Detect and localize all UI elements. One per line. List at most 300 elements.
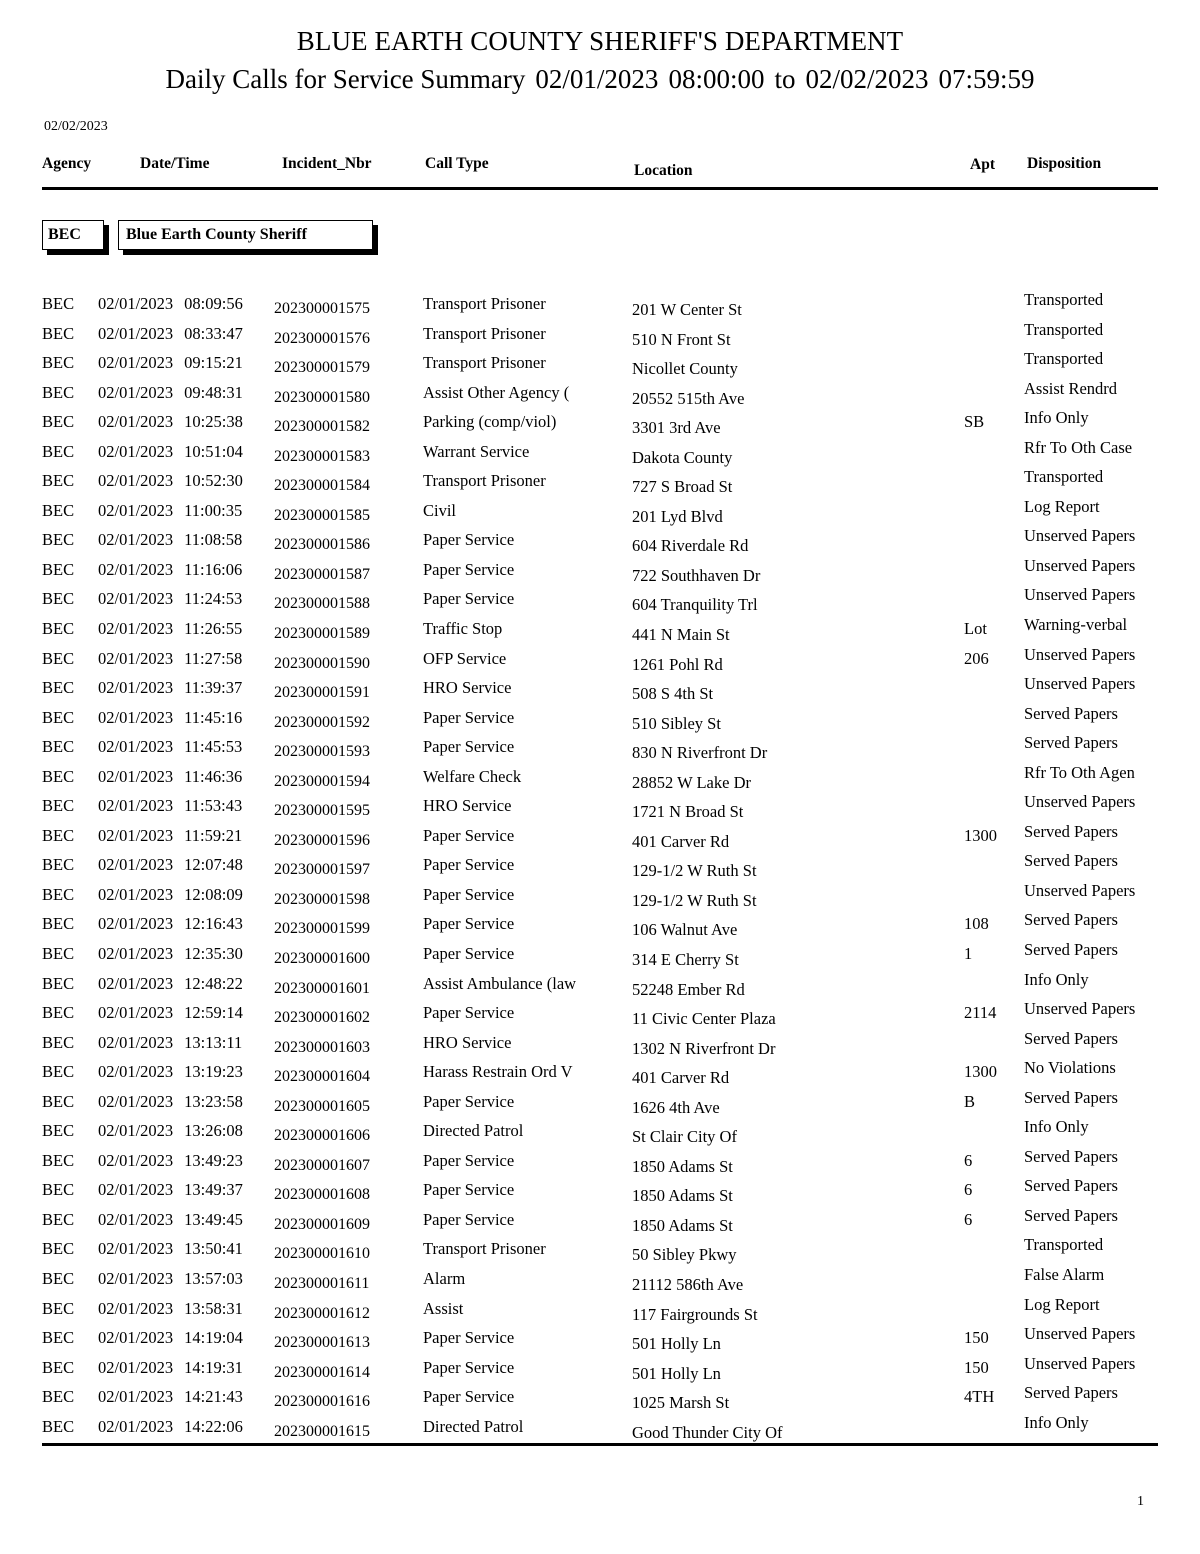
cell-disposition: Served Papers — [1024, 1383, 1118, 1403]
cell-location: 11 Civic Center Plaza — [632, 1009, 776, 1029]
cell-time: 11:24:53 — [184, 589, 243, 609]
cell-time: 13:57:03 — [184, 1269, 243, 1288]
cell-incident-nbr: 202300001597 — [274, 861, 370, 879]
cell-disposition: Unserved Papers — [1024, 674, 1136, 694]
table-row — [42, 643, 1158, 673]
cell-agency: BEC — [42, 530, 75, 550]
page-title: BLUE EARTH COUNTY SHERIFF'S DEPARTMENT — [296, 26, 904, 56]
cell-date: 02/01/2023 — [98, 766, 174, 786]
cell-date: 02/01/2023 — [98, 471, 174, 491]
cell-disposition: Unserved Papers — [1024, 999, 1136, 1019]
cell-disposition: Unserved Papers — [1024, 792, 1136, 812]
cell-agency: BEC — [42, 766, 75, 786]
cell-call-type: Assist — [423, 1298, 464, 1318]
range-end-time: 07:59:59 — [938, 63, 1035, 94]
cell-location: 501 Holly Ln — [632, 1363, 721, 1383]
cell-date: 02/01/2023 — [98, 1239, 174, 1259]
table-row — [42, 1263, 1158, 1293]
cell-agency: BEC — [42, 589, 75, 609]
cell-datetime — [98, 1299, 243, 1319]
cell-agency: BEC — [42, 353, 75, 373]
run-date: 02/02/2023 — [44, 118, 108, 134]
cell-disposition: Transported — [1024, 1235, 1104, 1255]
cell-location: 1850 Adams St — [632, 1156, 733, 1176]
cell-incident-nbr: 202300001603 — [274, 1038, 370, 1056]
cell-call-type: Paper Service — [423, 1150, 515, 1170]
cell-disposition: Served Papers — [1024, 1176, 1118, 1196]
cell-date: 02/01/2023 — [98, 323, 174, 343]
table-row — [42, 1381, 1158, 1411]
cell-location: 401 Carver Rd — [632, 831, 730, 851]
cell-time: 08:09:56 — [184, 293, 243, 313]
cell-apt: 1 — [964, 943, 973, 963]
column-header-agency: Agency — [42, 154, 92, 172]
cell-time: 14:19:04 — [184, 1328, 243, 1348]
cell-datetime — [98, 1003, 243, 1023]
cell-call-type: Paper Service — [423, 1003, 515, 1023]
cell-date: 02/01/2023 — [98, 500, 174, 520]
cell-time: 12:35:30 — [184, 943, 243, 963]
cell-datetime — [98, 1151, 243, 1171]
range-connector: to — [774, 63, 796, 94]
cell-incident-nbr: 202300001582 — [274, 418, 370, 436]
cell-agency: BEC — [42, 884, 75, 904]
cell-location: 508 S 4th St — [632, 684, 714, 704]
table-row — [42, 1322, 1158, 1352]
cell-time: 10:25:38 — [184, 412, 243, 432]
cell-location: 604 Riverdale Rd — [632, 536, 749, 556]
cell-call-type: Transport Prisoner — [423, 1239, 546, 1259]
cell-date: 02/01/2023 — [98, 1387, 174, 1407]
cell-location: 1850 Adams St — [632, 1186, 733, 1206]
cell-disposition: Unserved Papers — [1024, 555, 1136, 575]
cell-call-type: Paper Service — [423, 1180, 515, 1200]
cell-disposition: Served Papers — [1024, 821, 1118, 841]
cell-location: 50 Sibley Pkwy — [632, 1245, 737, 1265]
cell-location: 1850 Adams St — [632, 1215, 733, 1235]
cell-datetime — [98, 826, 242, 846]
cell-location: Dakota County — [632, 447, 733, 467]
cell-apt: 1300 — [964, 825, 997, 845]
cell-disposition: Log Report — [1024, 496, 1100, 516]
cell-incident-nbr: 202300001605 — [274, 1097, 370, 1115]
table-row — [42, 1086, 1158, 1116]
table-row — [42, 849, 1158, 879]
cell-datetime — [98, 471, 243, 491]
cell-datetime — [98, 353, 243, 373]
cell-location: 129-1/2 W Ruth St — [632, 890, 757, 910]
cell-disposition: Info Only — [1024, 1412, 1089, 1432]
cell-agency: BEC — [42, 678, 75, 698]
column-header-location: Location — [634, 161, 693, 179]
cell-call-type: HRO Service — [423, 678, 512, 698]
cell-datetime — [98, 974, 243, 994]
cell-date: 02/01/2023 — [98, 737, 174, 757]
cell-location: 1626 4th Ave — [632, 1097, 720, 1117]
page-number: 1 — [1137, 1494, 1144, 1509]
cell-call-type: Traffic Stop — [423, 618, 503, 638]
cell-location: 1302 N Riverfront Dr — [632, 1038, 776, 1058]
table-row — [42, 790, 1158, 820]
cell-location: 401 Carver Rd — [632, 1068, 730, 1088]
cell-incident-nbr: 202300001609 — [274, 1215, 370, 1233]
cell-time: 12:08:09 — [184, 884, 243, 904]
title-block — [42, 0, 1158, 97]
cell-incident-nbr: 202300001610 — [274, 1245, 370, 1263]
cell-location: 201 Lyd Blvd — [632, 506, 723, 526]
cell-datetime — [98, 767, 242, 787]
cell-call-type: Paper Service — [423, 1328, 515, 1348]
cell-disposition: No Violations — [1024, 1058, 1116, 1078]
cell-apt: 206 — [964, 648, 989, 668]
cell-date: 02/01/2023 — [98, 707, 174, 727]
cell-call-type: Paper Service — [423, 825, 515, 845]
cell-location: 1025 Marsh St — [632, 1393, 730, 1413]
cell-disposition: Served Papers — [1024, 1087, 1118, 1107]
cell-date: 02/01/2023 — [98, 1150, 174, 1170]
cell-time: 13:49:37 — [184, 1180, 243, 1200]
cell-disposition: Transported — [1024, 289, 1104, 309]
cell-date: 02/01/2023 — [98, 1209, 174, 1229]
cell-date: 02/01/2023 — [98, 559, 174, 579]
table-row — [42, 347, 1158, 377]
cell-call-type: Assist Ambulance (law — [423, 973, 577, 993]
cell-datetime — [98, 649, 242, 669]
cell-call-type: Transport Prisoner — [423, 293, 546, 313]
cell-call-type: Transport Prisoner — [423, 323, 546, 343]
cell-agency: BEC — [42, 293, 75, 313]
cell-time: 13:13:11 — [184, 1032, 243, 1052]
cell-date: 02/01/2023 — [98, 1269, 174, 1288]
cell-time: 11:27:58 — [184, 648, 243, 668]
cell-agency: BEC — [42, 943, 75, 963]
table-row — [42, 288, 1158, 318]
cell-location: 510 N Front St — [632, 329, 731, 349]
table-row — [42, 495, 1158, 525]
cell-location: 830 N Riverfront Dr — [632, 743, 768, 763]
cell-time: 09:15:21 — [184, 353, 243, 373]
cell-datetime — [98, 560, 242, 580]
cell-incident-nbr: 202300001598 — [274, 890, 370, 908]
cell-agency: BEC — [42, 441, 75, 461]
cell-datetime — [98, 1033, 242, 1053]
cell-location: 314 E Cherry St — [632, 949, 739, 969]
column-header-datetime: Date/Time — [140, 154, 210, 172]
cell-time: 10:52:30 — [184, 471, 243, 491]
cell-location: 28852 W Lake Dr — [632, 772, 751, 792]
cell-incident-nbr: 202300001590 — [274, 654, 370, 672]
cell-date: 02/01/2023 — [98, 943, 174, 963]
cell-call-type: Transport Prisoner — [423, 353, 546, 373]
cell-apt: Lot — [964, 618, 987, 638]
cell-disposition: Unserved Papers — [1024, 526, 1136, 546]
cell-incident-nbr: 202300001606 — [274, 1127, 370, 1145]
cell-agency: BEC — [42, 1328, 75, 1348]
table-row — [42, 820, 1158, 850]
cell-time: 09:48:31 — [184, 382, 243, 402]
cell-date: 02/01/2023 — [98, 1416, 174, 1436]
cell-incident-nbr: 202300001612 — [274, 1304, 370, 1322]
cell-disposition: Unserved Papers — [1024, 1353, 1136, 1373]
cell-datetime — [98, 1062, 243, 1082]
cell-time: 11:45:53 — [184, 737, 243, 757]
column-header-row — [42, 149, 1158, 189]
agency-group-header — [42, 220, 1158, 274]
table-row — [42, 1411, 1158, 1441]
cell-date: 02/01/2023 — [98, 293, 174, 313]
cell-datetime — [98, 1180, 243, 1200]
cell-datetime — [98, 1328, 243, 1348]
cell-disposition: Rfr To Oth Case — [1024, 437, 1133, 457]
cell-location: 20552 515th Ave — [632, 388, 745, 408]
table-row — [42, 1056, 1158, 1086]
cell-incident-nbr: 202300001599 — [274, 920, 370, 938]
cell-call-type: Paper Service — [423, 559, 515, 579]
cell-agency: BEC — [42, 323, 75, 343]
cell-disposition: Transported — [1024, 319, 1104, 339]
table-row — [42, 436, 1158, 466]
table-row — [42, 583, 1158, 613]
cell-incident-nbr: 202300001607 — [274, 1156, 370, 1174]
cell-location: Good Thunder City Of — [632, 1422, 783, 1442]
table-row — [42, 1174, 1158, 1204]
cell-date: 02/01/2023 — [98, 1003, 174, 1023]
column-header-apt: Apt — [970, 155, 995, 173]
cell-incident-nbr: 202300001608 — [274, 1186, 370, 1204]
table-row — [42, 613, 1158, 643]
cell-time: 11:16:06 — [184, 559, 243, 579]
cell-date: 02/01/2023 — [98, 648, 174, 668]
cell-date: 02/01/2023 — [98, 1062, 174, 1082]
table-row — [42, 554, 1158, 584]
cell-call-type: Directed Patrol — [423, 1416, 524, 1436]
range-start-time: 08:00:00 — [668, 63, 765, 94]
cell-datetime — [98, 501, 242, 521]
column-header-disposition: Disposition — [1027, 154, 1102, 172]
table-row — [42, 879, 1158, 909]
cell-datetime — [98, 737, 242, 757]
cell-date: 02/01/2023 — [98, 1357, 174, 1377]
cell-agency: BEC — [42, 648, 75, 668]
cell-apt: 4TH — [964, 1387, 995, 1407]
cell-time: 13:58:31 — [184, 1298, 243, 1318]
cell-incident-nbr: 202300001601 — [274, 979, 370, 997]
cell-datetime — [98, 1210, 243, 1230]
cell-date: 02/01/2023 — [98, 1328, 174, 1348]
cell-incident-nbr: 202300001595 — [274, 802, 370, 820]
cell-time: 13:49:23 — [184, 1150, 243, 1170]
cell-call-type: Paper Service — [423, 1091, 515, 1111]
cell-agency: BEC — [42, 1121, 75, 1141]
cell-date: 02/01/2023 — [98, 678, 174, 698]
cell-incident-nbr: 202300001600 — [274, 949, 370, 967]
cell-disposition: Unserved Papers — [1024, 585, 1136, 605]
cell-disposition: Info Only — [1024, 1117, 1089, 1137]
cell-call-type: Harass Restrain Ord V — [423, 1062, 573, 1082]
table-row — [42, 1293, 1158, 1323]
cell-time: 12:16:43 — [184, 914, 243, 934]
cell-disposition: Assist Rendrd — [1024, 378, 1118, 398]
cell-datetime — [98, 1239, 243, 1259]
cell-call-type: HRO Service — [423, 796, 512, 816]
cell-call-type: Paper Service — [423, 737, 515, 757]
cell-agency: BEC — [42, 1239, 75, 1259]
cell-incident-nbr: 202300001594 — [274, 772, 370, 790]
cell-time: 11:53:43 — [184, 796, 243, 816]
cell-datetime — [98, 294, 243, 314]
cell-date: 02/01/2023 — [98, 1091, 174, 1111]
cell-incident-nbr: 202300001587 — [274, 565, 370, 583]
cell-disposition: Unserved Papers — [1024, 644, 1136, 664]
cell-call-type: Paper Service — [423, 1209, 515, 1229]
cell-location: St Clair City Of — [632, 1127, 737, 1147]
agency-code-label: BEC — [48, 225, 81, 243]
agency-code-box — [42, 220, 104, 250]
cell-disposition: Served Papers — [1024, 733, 1118, 753]
cell-incident-nbr: 202300001580 — [274, 388, 370, 406]
cell-agency: BEC — [42, 973, 75, 993]
cell-datetime — [98, 530, 242, 550]
cell-agency: BEC — [42, 1003, 75, 1023]
table-row — [42, 1352, 1158, 1382]
cell-date: 02/01/2023 — [98, 855, 174, 875]
cell-disposition: Served Papers — [1024, 1146, 1118, 1166]
cell-time: 13:50:41 — [184, 1239, 243, 1259]
cell-datetime — [98, 944, 243, 964]
cell-agency: BEC — [42, 737, 75, 757]
cell-date: 02/01/2023 — [98, 1121, 174, 1141]
cell-call-type: Civil — [423, 500, 457, 520]
table-row — [42, 1204, 1158, 1234]
table-row — [42, 377, 1158, 407]
table-row — [42, 524, 1158, 554]
cell-disposition: Served Papers — [1024, 1205, 1118, 1225]
cell-location: 1261 Pohl Rd — [632, 654, 723, 674]
subtitle-prefix: Daily Calls for Service Summary — [165, 63, 526, 94]
cell-location: Nicollet County — [632, 359, 738, 379]
cell-incident-nbr: 202300001588 — [274, 595, 370, 613]
cell-time: 11:39:37 — [184, 678, 243, 698]
footer-rule — [42, 1443, 1158, 1446]
cell-agency: BEC — [42, 1032, 75, 1052]
table-row — [42, 672, 1158, 702]
cell-call-type: Paper Service — [423, 855, 515, 875]
cell-time: 12:07:48 — [184, 855, 243, 875]
cell-call-type: Warrant Service — [423, 441, 530, 461]
table-row — [42, 997, 1158, 1027]
cell-time: 12:48:22 — [184, 973, 243, 993]
cell-disposition: Log Report — [1024, 1294, 1100, 1314]
cell-time: 13:49:45 — [184, 1209, 243, 1229]
agency-name-box — [118, 220, 373, 250]
cell-disposition: Transported — [1024, 349, 1104, 369]
cell-call-type: Assist Other Agency ( — [423, 382, 570, 402]
cell-date: 02/01/2023 — [98, 973, 174, 993]
cell-call-type: Alarm — [423, 1269, 466, 1288]
cell-apt: B — [964, 1091, 976, 1111]
table-row — [42, 1233, 1158, 1263]
cell-location: 3301 3rd Ave — [632, 418, 721, 438]
cell-time: 08:33:47 — [184, 323, 243, 343]
cell-incident-nbr: 202300001616 — [274, 1393, 370, 1411]
cell-time: 13:23:58 — [184, 1091, 243, 1111]
cell-disposition: Warning-verbal — [1024, 614, 1128, 634]
cell-incident-nbr: 202300001589 — [274, 624, 370, 642]
table-row — [42, 1145, 1158, 1175]
cell-date: 02/01/2023 — [98, 796, 174, 816]
cell-incident-nbr: 202300001586 — [274, 536, 370, 554]
cell-disposition: False Alarm — [1024, 1265, 1105, 1284]
cell-time: 13:19:23 — [184, 1062, 243, 1082]
cell-incident-nbr: 202300001593 — [274, 743, 370, 761]
cell-agency: BEC — [42, 825, 75, 845]
cell-disposition: Served Papers — [1024, 851, 1118, 871]
cell-date: 02/01/2023 — [98, 1032, 174, 1052]
table-row — [42, 465, 1158, 495]
cell-time: 13:26:08 — [184, 1121, 243, 1141]
cell-call-type: HRO Service — [423, 1032, 512, 1052]
cell-agency: BEC — [42, 855, 75, 875]
cell-datetime — [98, 1121, 243, 1141]
cell-datetime — [98, 1358, 243, 1378]
cell-apt: 6 — [964, 1150, 973, 1170]
table-row — [42, 731, 1158, 761]
cell-datetime — [98, 412, 243, 432]
cell-date: 02/01/2023 — [98, 884, 174, 904]
cell-agency: BEC — [42, 1357, 75, 1377]
cell-date: 02/01/2023 — [98, 825, 174, 845]
cell-disposition: Served Papers — [1024, 910, 1118, 930]
cell-agency: BEC — [42, 1062, 75, 1082]
cell-date: 02/01/2023 — [98, 353, 174, 373]
cell-call-type: Paper Service — [423, 943, 515, 963]
cell-datetime — [98, 855, 243, 875]
cell-agency: BEC — [42, 1298, 75, 1318]
cell-incident-nbr: 202300001575 — [274, 299, 370, 317]
cell-agency: BEC — [42, 1209, 75, 1229]
cell-call-type: Parking (comp/viol) — [423, 412, 557, 432]
cell-date: 02/01/2023 — [98, 589, 174, 609]
cell-disposition: Rfr To Oth Agen — [1024, 762, 1135, 782]
cell-incident-nbr: 202300001592 — [274, 713, 370, 731]
cell-call-type: Paper Service — [423, 884, 515, 904]
cell-call-type: OFP Service — [423, 648, 507, 668]
cell-disposition: Info Only — [1024, 969, 1089, 989]
cell-incident-nbr: 202300001579 — [274, 359, 370, 377]
cell-agency: BEC — [42, 1150, 75, 1170]
cell-incident-nbr: 202300001613 — [274, 1334, 370, 1352]
cell-time: 10:51:04 — [184, 441, 243, 461]
cell-location: 1721 N Broad St — [632, 802, 744, 822]
cell-location: 501 Holly Ln — [632, 1334, 721, 1354]
cell-time: 11:00:35 — [184, 500, 243, 520]
cell-time: 11:59:21 — [184, 825, 243, 845]
cell-call-type: Paper Service — [423, 914, 515, 934]
cell-time: 11:45:16 — [184, 707, 243, 727]
agency-name-label: Blue Earth County Sheriff — [126, 225, 307, 243]
cell-location: 201 W Center St — [632, 299, 742, 319]
cell-incident-nbr: 202300001602 — [274, 1009, 370, 1027]
cell-call-type: Paper Service — [423, 707, 515, 727]
cell-disposition: Transported — [1024, 467, 1104, 487]
cell-datetime — [98, 1417, 243, 1437]
cell-apt: 150 — [964, 1328, 989, 1348]
cell-agency: BEC — [42, 914, 75, 934]
table-row — [42, 968, 1158, 998]
report-subtitle — [42, 62, 1158, 97]
cell-apt: 6 — [964, 1209, 973, 1229]
cell-agency: BEC — [42, 1387, 75, 1407]
